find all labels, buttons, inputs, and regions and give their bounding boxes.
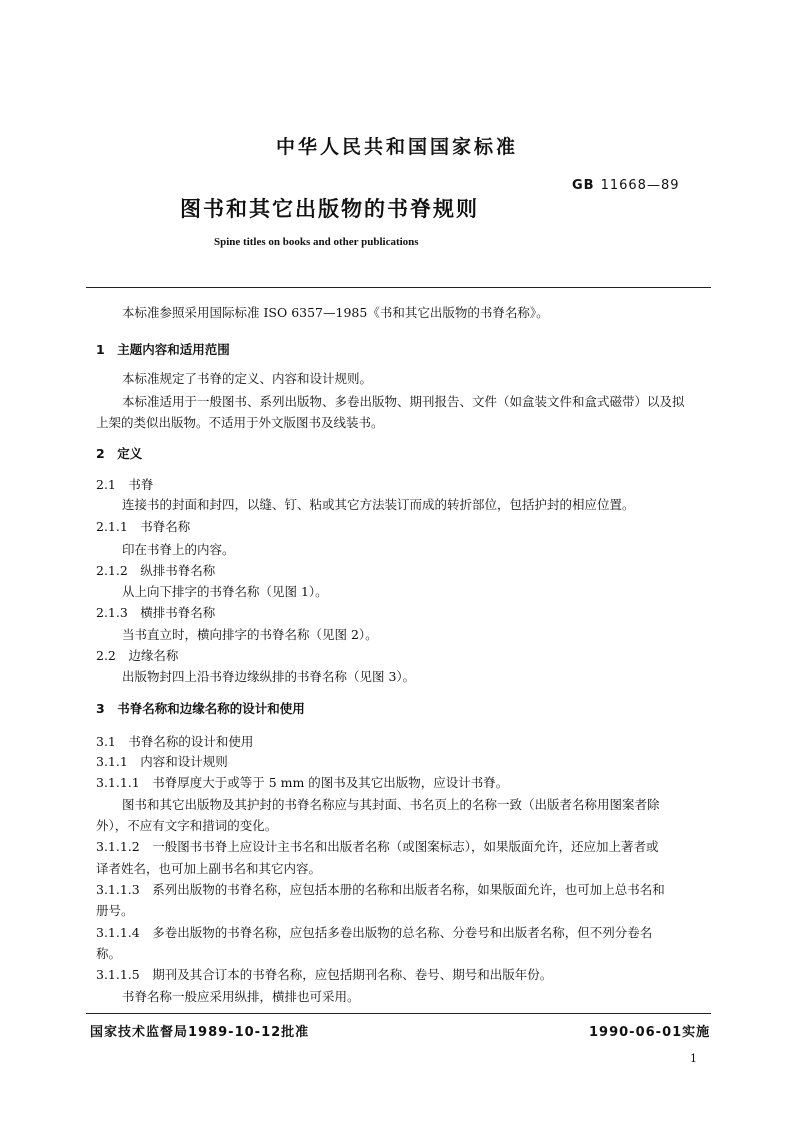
section-heading: 1 主题内容和适用范围 [96,342,230,357]
gb-prefix: GB [572,178,595,193]
paragraph-line: 3.1.1.4 多卷出版物的书脊名称，应包括多卷出版物的总名称、分卷号和出版者名称，但不列分卷名 [96,925,653,940]
document-title: 图书和其它出版物的书脊规则 [180,197,479,221]
paragraph-line: 本标准适用于一般图书、系列出版物、多卷出版物、期刊报告、文件（如盒装文件和盒式磁带）以及拟 [122,394,685,409]
bottom-divider [86,1013,711,1014]
section-heading: 3 书脊名称和边缘名称的设计和使用 [96,701,305,716]
paragraph-line: 上架的类似出版物。不适用于外文版图书及线装书。 [96,415,384,430]
standard-code [572,178,680,193]
effective-date: 1990-06-01实施 [589,1025,711,1040]
paragraph-line: 当书直立时，横向排字的书脊名称（见图 2）。 [122,627,378,642]
paragraph-line: 译者姓名，也可加上副书名和其它内容。 [96,861,322,876]
paragraph-line: 书脊名称一般应采用纵排，横排也可采用。 [122,989,360,1004]
clause-heading: 2.2 边缘名称 [96,648,179,663]
paragraph-line: 印在书脊上的内容。 [122,542,235,557]
paragraph-line: 册号。 [96,903,134,918]
clause-heading: 3.1 书脊名称的设计和使用 [96,734,254,749]
clause-heading: 3.1.1 内容和设计规则 [96,754,228,769]
clause-heading: 2.1.2 纵排书脊名称 [96,563,216,578]
gb-number: 11668—89 [600,178,680,193]
reference-note: 本标准参照采用国际标准 ISO 6357—1985《书和其它出版物的书脊名称》。 [122,305,549,320]
paragraph-line: 连接书的封面和封四，以缝、钉、粘或其它方法装订而成的转折部位，包括护封的相应位置。 [122,497,635,512]
top-divider [86,287,711,288]
paragraph-line: 3.1.1.1 书脊厚度大于或等于 5 mm 的图书及其它出版物，应设计书脊。 [96,775,509,790]
paragraph-line: 称。 [96,946,122,961]
document-title-english: Spine titles on books and other publications [214,236,419,248]
paragraph-line: 外），不应有文字和措词的变化。 [96,818,278,833]
paragraph-line: 3.1.1.2 一般图书书脊上应设计主书名和出版者名称（或图案标志），如果版面允许，还应加上著者或 [96,839,659,854]
paragraph-line: 3.1.1.5 期刊及其合订本的书脊名称，应包括期刊名称、卷号、期号和出版年份。 [96,967,553,982]
section-heading: 2 定义 [96,446,143,461]
clause-heading: 2.1.1 书脊名称 [96,519,191,534]
paragraph-line: 本标准规定了书脊的定义、内容和设计规则。 [122,371,373,386]
paragraph-line: 从上向下排字的书脊名称（见图 1）。 [122,584,328,599]
clause-heading: 2.1 书脊 [96,477,154,492]
paragraph-line: 图书和其它出版物及其护封的书脊名称应与其封面、书名页上的名称一致（出版者名称用图案者除 [122,797,660,812]
paragraph-line: 3.1.1.3 系列出版物的书脊名称，应包括本册的名称和出版者名称，如果版面允许，也可加上总书名和 [96,882,665,897]
page-number: 1 [690,1052,697,1065]
national-standard-heading: 中华人民共和国国家标准 [275,136,518,158]
approval-info: 国家技术监督局1989-10-12批准 [90,1025,310,1040]
clause-heading: 2.1.3 横排书脊名称 [96,605,216,620]
paragraph-line: 出版物封四上沿书脊边缘纵排的书脊名称（见图 3）。 [122,669,416,684]
